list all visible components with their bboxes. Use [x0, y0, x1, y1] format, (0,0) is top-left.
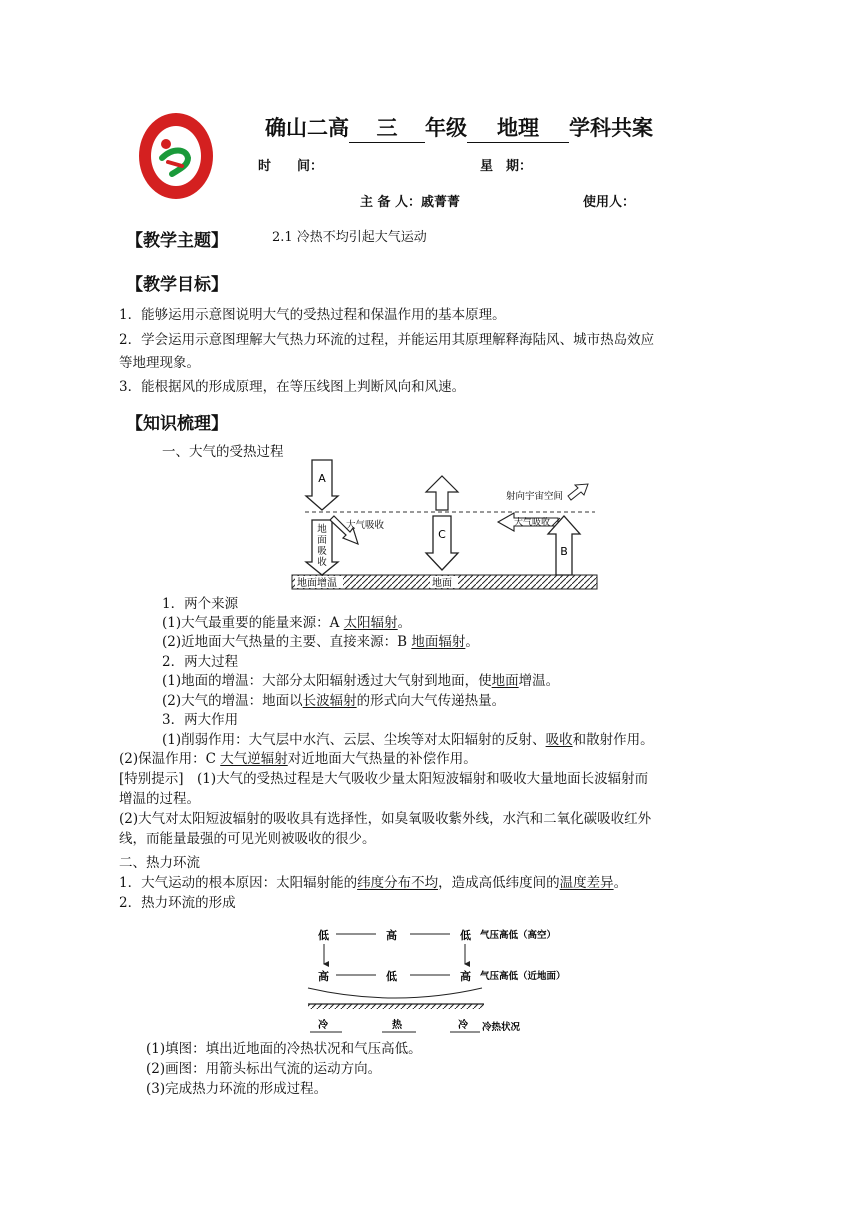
- label-a: A: [318, 472, 326, 485]
- svg-text:冷: 冷: [318, 1020, 328, 1031]
- to-space-arrow: [568, 484, 588, 500]
- title-suffix: 学科共案: [569, 116, 653, 140]
- atmosphere-absorb-label-2: 大气吸收: [514, 518, 551, 528]
- answer-latitude: 纬度分布不均: [357, 875, 439, 891]
- answer-longwave: 长波辐射: [302, 693, 357, 709]
- effect-1: (1)削弱作用：大气层中水汽、云层、尘埃等对太阳辐射的反射、吸收和散射作用。: [162, 732, 654, 748]
- near-ground-label: 气压高低（近地面）: [480, 971, 566, 982]
- part2-title: 二、热力环流: [119, 855, 200, 871]
- ground-warm-label: 地面增温: [297, 578, 337, 589]
- svg-text:吸: 吸: [317, 546, 327, 557]
- objectives-label: 【教学目标】: [126, 275, 228, 295]
- topic-value: 2.1 冷热不均引起大气运动: [272, 230, 427, 245]
- label-c: C: [438, 528, 446, 541]
- answer-temperature: 温度差异: [559, 875, 614, 891]
- answer-absorb: 吸收: [545, 732, 573, 748]
- tip-line: [特别提示] (1)大气的受热过程是大气吸收少量太阳短波辐射和吸收大量地面长波辐射而: [119, 771, 649, 787]
- answer-ground: 地面: [491, 673, 519, 689]
- subject-field: 地理: [467, 112, 569, 143]
- label-b: B: [560, 545, 568, 558]
- grade-field: 三: [349, 112, 425, 143]
- task-3: (3)完成热力环流的形成过程。: [146, 1081, 328, 1097]
- solar-radiation-arrow: [306, 460, 338, 510]
- svg-text:冷: 冷: [458, 1020, 468, 1031]
- topic-label: 【教学主题】: [126, 231, 228, 251]
- answer-solar-radiation: 太阳辐射: [343, 615, 398, 631]
- user-label: 使用人：: [583, 195, 636, 210]
- source-1: (1)大气最重要的能量来源：A 太阳辐射。: [162, 615, 412, 631]
- task-1: (1)填图：填出近地面的冷热状况和气压高低。: [146, 1041, 422, 1057]
- process-1: (1)地面的增温：大部分太阳辐射透过大气射到地面，使地面增温。: [162, 673, 560, 689]
- answer-counter-radiation: 大气逆辐射: [220, 751, 288, 767]
- svg-text:高: 高: [460, 970, 471, 983]
- tip-line: 增温的过程。: [119, 791, 200, 807]
- ground-absorb-arrow: [306, 520, 338, 575]
- school-name: 确山二高: [265, 116, 349, 140]
- svg-text:热: 热: [392, 1020, 402, 1031]
- space-label: 射向宇宙空间: [506, 491, 564, 502]
- knowledge-label: 【知识梳理】: [126, 414, 228, 434]
- effect-2: (2)保温作用：C 大气逆辐射对近地面大气热量的补偿作用。: [119, 751, 477, 767]
- week-label: 星 期：: [480, 159, 533, 174]
- high-altitude-label: 气压高低（高空）: [480, 930, 557, 941]
- time-label: 时 间：: [258, 159, 324, 174]
- process-2: (2)大气的增温：地面以长波辐射的形式向大气传递热量。: [162, 693, 506, 709]
- objective-item: 3．能根据风的形成原理，在等压线图上判断风向和风速。: [119, 379, 466, 395]
- objective-item: 1．能够运用示意图说明大气的受热过程和保温作用的基本原理。: [119, 307, 506, 323]
- process-title: 2．两大过程: [162, 654, 239, 670]
- svg-text:地: 地: [317, 524, 327, 535]
- task-2: (2)画图：用箭头标出气流的运动方向。: [146, 1061, 382, 1077]
- objective-item: 等地理现象。: [119, 355, 200, 371]
- svg-text:低: 低: [460, 929, 471, 942]
- tip-line: (2)大气对太阳短波辐射的吸收具有选择性，如臭氧吸收紫外线，水汽和二氧化碳吸收红外: [119, 811, 652, 827]
- heating-process-diagram: [290, 458, 604, 593]
- effect-title: 3．两大作用: [162, 712, 239, 728]
- formation-title: 2．热力环流的形成: [119, 895, 236, 911]
- svg-text:收: 收: [317, 557, 327, 568]
- thermal-circulation-diagram: [300, 918, 600, 1036]
- svg-text:低: 低: [318, 929, 329, 942]
- svg-text:高: 高: [386, 929, 397, 942]
- source-2: (2)近地面大气热量的主要、直接来源：B 地面辐射。: [162, 634, 479, 650]
- cause-line: 1．大气运动的根本原因：太阳辐射能的纬度分布不均，造成高低纬度间的温度差异。: [119, 875, 628, 891]
- grade-suffix: 年级: [425, 116, 467, 140]
- preparer: 主 备 人：戚菁菁: [360, 195, 461, 210]
- svg-text:低: 低: [386, 970, 397, 983]
- answer-ground-radiation: 地面辐射: [411, 634, 466, 650]
- atmosphere-absorb-label-1: 大气吸收: [346, 520, 385, 531]
- temperature-status-label: 冷热状况: [482, 1022, 521, 1033]
- school-logo: [138, 112, 214, 204]
- document-title: [265, 112, 653, 143]
- objective-item: 2．学会运用示意图理解大气热力环流的过程，并能运用其原理解释海陆风、城市热岛效应: [119, 332, 655, 348]
- tip-line: 线，而能量最强的可见光则被吸收的很少。: [119, 831, 376, 847]
- svg-text:高: 高: [318, 970, 329, 983]
- sources-title: 1．两个来源: [162, 596, 239, 612]
- counter-radiation-arrow: [426, 476, 458, 570]
- part1-title: 一、大气的受热过程: [162, 444, 284, 460]
- svg-text:面: 面: [317, 535, 327, 546]
- ground-label: 地面: [432, 578, 452, 589]
